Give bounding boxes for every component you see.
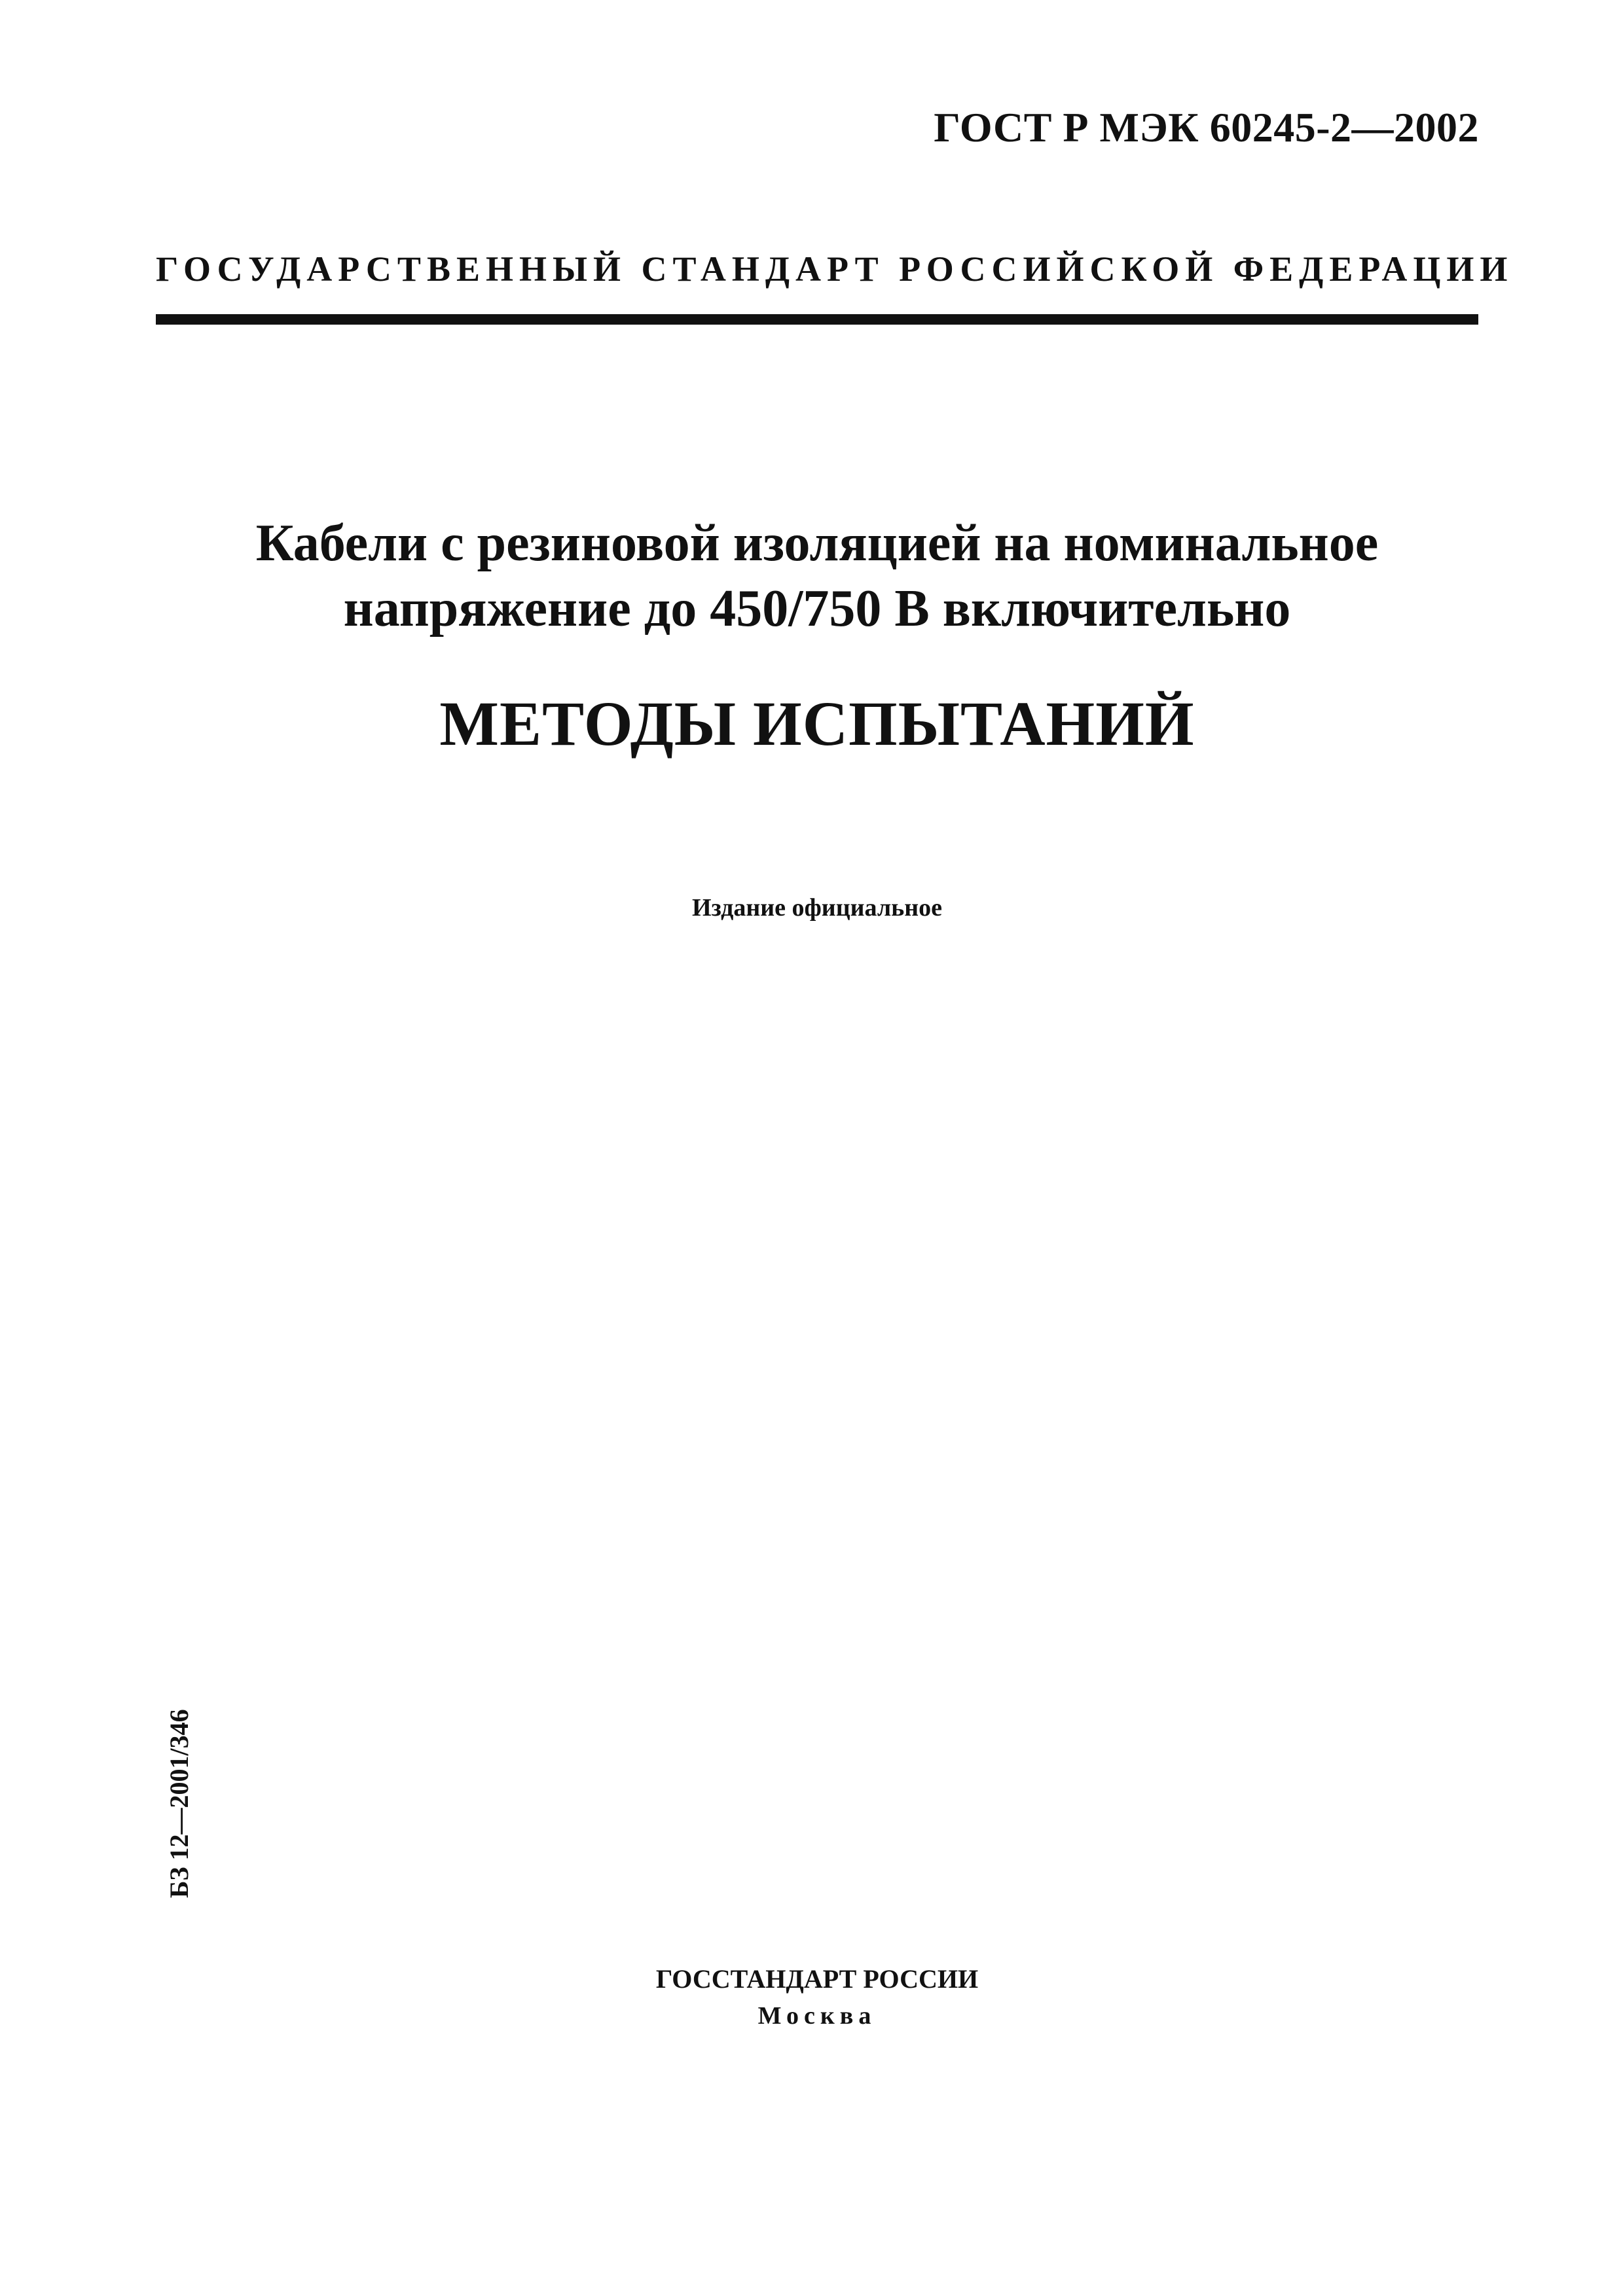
publisher-name: ГОССТАНДАРТ РОССИИ: [655, 1964, 979, 1994]
publisher-city: Москва: [757, 2002, 877, 2030]
title-line-2: напряжение до 450/750 В включительно: [343, 580, 1291, 637]
document-title: [156, 511, 1478, 641]
document-code: ГОСТ Р МЭК 60245-2—2002: [934, 104, 1479, 151]
title-line-1: Кабели с резиновой изоляцией на номинальное: [255, 514, 1379, 572]
side-registration-code: БЗ 12—2001/346: [164, 1709, 194, 1898]
header-divider: [156, 314, 1478, 325]
organization-line: ГОСУДАРСТВЕННЫЙ СТАНДАРТ РОССИЙСКОЙ ФЕДЕРАЦИИ: [156, 249, 1514, 289]
document-subtitle: МЕТОДЫ ИСПЫТАНИЙ: [439, 689, 1195, 759]
edition-label: Издание официальное: [691, 894, 942, 922]
